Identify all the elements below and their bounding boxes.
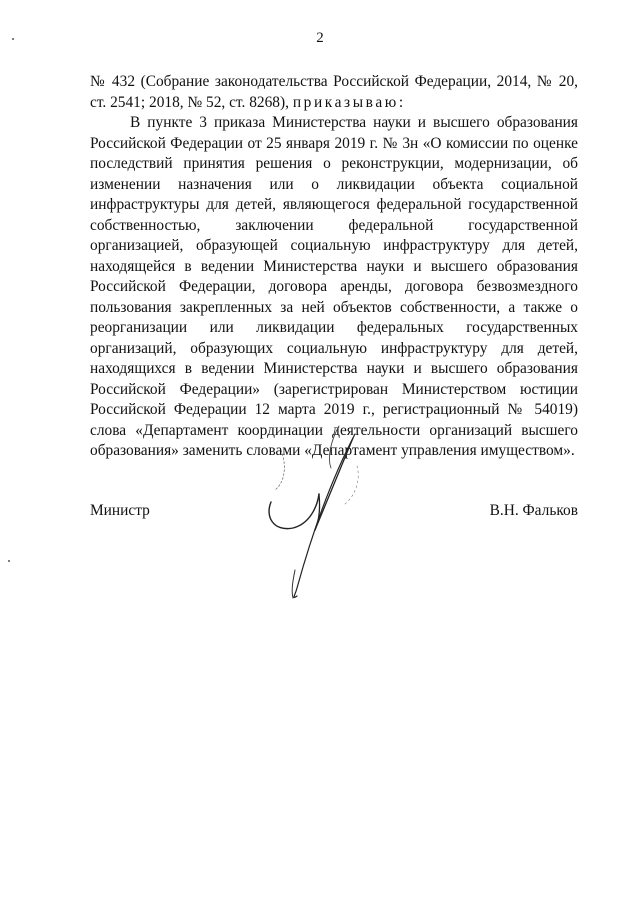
- order-word: приказываю: [292, 93, 399, 111]
- legal-basis-text: № 432 (Собрание законодательства Российской Федерации, 2014, № 20, ст. 2541; 2018, № 52, ст. 8268),: [90, 73, 578, 111]
- scan-speck: [8, 560, 10, 562]
- document-body: [90, 72, 578, 462]
- signatory-title: Министр: [90, 502, 150, 519]
- order-colon: :: [398, 93, 404, 111]
- signatory-name: В.Н. Фальков: [489, 502, 578, 519]
- page-number: 2: [316, 30, 324, 46]
- paragraph-amendment: В пункте 3 приказа Министерства науки и высшего образования Российской Федерации от 25 января 2019 г. № 3н «О комиссии по оценке последствий принятия решения о реконструкции, модернизации, об изменении назначения или о ликвидации объекта социальной инфраструктуры для детей, являющегося федеральной государственной собственностью, заключении федеральной государственной организацией, образующей социальную инфраструктуру для детей, находящейся в ведении Министерства науки и высшего образования Российской Федерации, договора аренды, договора безвозмездного пользования закрепленных за ней объектов собственности, а также о реорганизации или ликвидации федеральных государственных организаций, образующих социальную инфраструктуру для детей, находящихся в ведении Министерства науки и высшего образования Российской Федерации» (зарегистрирован Министерством юстиции Российской Федерации 12 марта 2019 г., регистрационный № 54019) слова «Департамент координации деятельности организаций высшего образования» заменить словами «Департамент управления имуществом».: [90, 114, 578, 459]
- paragraph-legal-basis: [90, 72, 578, 113]
